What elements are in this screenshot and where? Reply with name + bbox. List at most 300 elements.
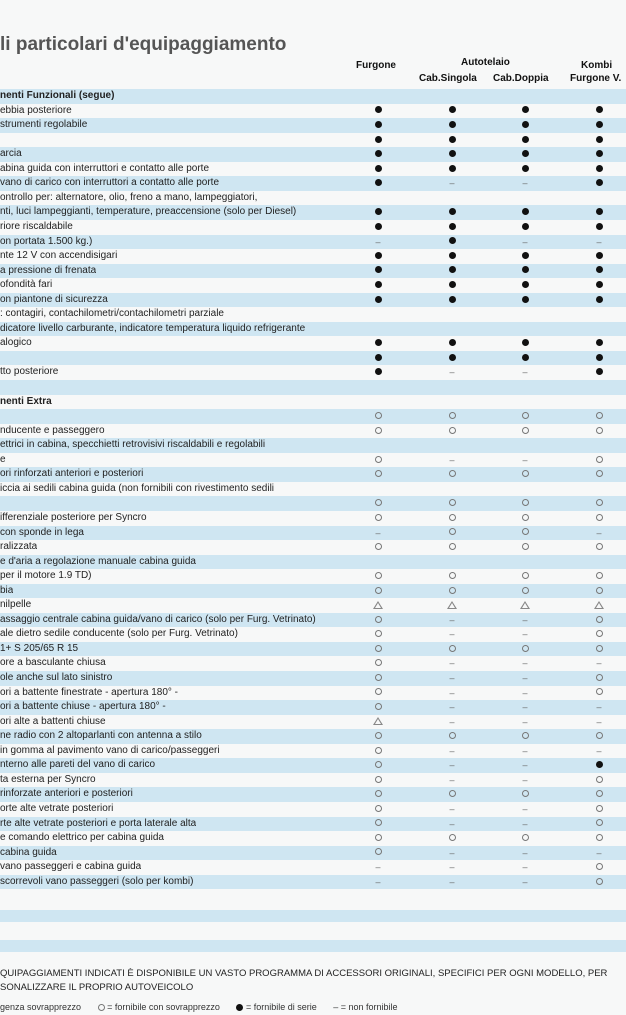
filled-dot-icon — [446, 352, 458, 364]
filled-dot-icon — [372, 366, 384, 378]
table-row — [0, 496, 626, 511]
table-row — [0, 729, 626, 744]
table-row — [0, 584, 626, 599]
row-label: ebbia posteriore — [0, 104, 72, 116]
dash-icon: – — [522, 862, 528, 873]
circle-icon — [519, 788, 531, 800]
table-row — [0, 875, 626, 890]
filled-dot-icon — [372, 177, 384, 189]
filled-dot-icon — [446, 279, 458, 291]
table-row — [0, 424, 626, 439]
row-label: nti, luci lampeggianti, temperature, preaccensione (solo per Diesel) — [0, 206, 297, 218]
dash-icon: – — [449, 687, 455, 698]
row-label: e — [0, 453, 6, 465]
dash-icon: – — [449, 614, 455, 625]
row-label: bia — [0, 584, 14, 596]
filled-dot-icon — [446, 206, 458, 218]
dash-icon: – — [522, 803, 528, 814]
circle-icon — [446, 497, 458, 509]
filled-dot-icon — [372, 148, 384, 160]
dash-icon: – — [522, 818, 528, 829]
table-row — [0, 613, 626, 628]
circle-icon — [519, 468, 531, 480]
filled-dot-icon — [446, 163, 458, 175]
circle-icon — [372, 541, 384, 553]
circle-icon — [593, 614, 605, 626]
row-label: nte 12 V con accendisigari — [0, 250, 118, 262]
row-label: abina guida con interruttori e contatto alle porte — [0, 162, 210, 174]
circle-icon — [372, 454, 384, 466]
filled-dot-icon — [593, 759, 605, 771]
legend-label-c: = fornibile di serie — [245, 1002, 317, 1012]
circle-icon — [593, 585, 605, 597]
circle-icon — [593, 687, 605, 699]
filled-dot-icon — [446, 221, 458, 233]
circle-icon — [372, 803, 384, 815]
row-label: nenti Extra — [0, 395, 52, 407]
filled-dot-icon — [519, 250, 531, 262]
filled-dot-icon — [372, 134, 384, 146]
table-row — [0, 715, 626, 730]
circle-icon — [372, 730, 384, 742]
dash-icon: – — [449, 178, 455, 189]
row-label: iccia ai sedili cabina guida (non fornibili con rivestimento sedili — [0, 482, 275, 494]
filled-dot-icon — [372, 279, 384, 291]
triangle-icon — [372, 716, 384, 728]
table-row — [0, 351, 626, 366]
dash-icon: – — [522, 454, 528, 465]
filled-dot-icon — [593, 294, 605, 306]
filled-dot-icon — [519, 148, 531, 160]
dash-icon: – — [522, 847, 528, 858]
table-row — [0, 438, 626, 453]
table-row — [0, 322, 626, 337]
table-row — [0, 380, 626, 395]
table-row — [0, 700, 626, 715]
table-row — [0, 191, 626, 206]
circle-icon — [593, 832, 605, 844]
table-row — [0, 220, 626, 235]
filled-dot-icon — [593, 177, 605, 189]
legend-label-b: = fornibile con sovrapprezzo — [107, 1002, 220, 1012]
circle-icon — [519, 425, 531, 437]
table-row — [0, 482, 626, 497]
dash-icon: – — [522, 716, 528, 727]
table-row — [0, 671, 626, 686]
circle-icon — [446, 585, 458, 597]
table-row — [0, 569, 626, 584]
dash-icon: – — [522, 236, 528, 247]
filled-dot-icon — [446, 294, 458, 306]
filled-dot-icon — [593, 337, 605, 349]
table-row — [0, 365, 626, 380]
table-row — [0, 802, 626, 817]
circle-icon — [593, 774, 605, 786]
circle-icon — [446, 425, 458, 437]
table-row — [0, 598, 626, 613]
dash-icon: – — [596, 658, 602, 669]
footer-note-line2: SONALIZZARE IL PROPRIO AUTOVEICOLO — [0, 982, 194, 993]
row-label: on portata 1.500 kg.) — [0, 235, 93, 247]
row-label: vano di carico con interruttori a contatto alle porte — [0, 177, 220, 189]
table-row — [0, 526, 626, 541]
circle-icon — [446, 643, 458, 655]
table-row — [0, 787, 626, 802]
legend-item-a: genza sovrapprezzo — [0, 1002, 82, 1012]
row-label: ne radio con 2 altoparlanti con antenna a stilo — [0, 730, 202, 742]
dash-icon: – — [449, 367, 455, 378]
dash-icon: – — [596, 716, 602, 727]
filled-dot-icon — [446, 236, 458, 248]
dash-icon: – — [449, 702, 455, 713]
dash-icon: – — [522, 687, 528, 698]
dash-icon: – — [449, 774, 455, 785]
row-label: ontrollo per: alternatore, olio, freno a mano, lampeggiatori, — [0, 191, 258, 203]
table-row — [0, 176, 626, 191]
filled-dot-icon — [372, 265, 384, 277]
row-label: strumenti regolabile — [0, 119, 88, 131]
dash-icon: – — [375, 876, 381, 887]
row-label: orte alte vetrate posteriori — [0, 802, 114, 814]
column-header-furgone-v: Furgone V. — [570, 73, 622, 84]
filled-dot-icon — [519, 294, 531, 306]
table-row — [0, 205, 626, 220]
circle-icon — [593, 570, 605, 582]
filled-dot-icon — [446, 105, 458, 117]
table-row — [0, 162, 626, 177]
page-title: li particolari d'equipaggiamento — [0, 34, 287, 55]
row-label: nducente e passeggero — [0, 424, 105, 436]
filled-dot-icon — [372, 105, 384, 117]
dash-icon: – — [596, 847, 602, 858]
table-row — [0, 511, 626, 526]
table-row — [0, 133, 626, 148]
row-label: ole anche sul lato sinistro — [0, 672, 113, 683]
filled-dot-icon — [519, 265, 531, 277]
filled-dot-icon — [372, 352, 384, 364]
filled-dot-icon — [372, 119, 384, 131]
circle-icon — [446, 730, 458, 742]
table-row — [0, 104, 626, 119]
table-row — [0, 540, 626, 555]
section-header-row — [0, 395, 626, 410]
row-label: tto posteriore — [0, 366, 59, 378]
filled-dot-icon — [372, 206, 384, 218]
triangle-icon — [519, 599, 531, 611]
circle-icon — [519, 497, 531, 509]
circle-icon — [519, 570, 531, 582]
filled-dot-icon — [519, 119, 531, 131]
circle-icon — [372, 628, 384, 640]
circle-icon — [372, 701, 384, 713]
circle-icon — [98, 1004, 105, 1011]
column-header-cab-singola: Cab.Singola — [419, 73, 477, 84]
row-label: alogico — [0, 337, 32, 349]
circle-icon — [446, 468, 458, 480]
row-label: in gomma al pavimento vano di carico/passeggeri — [0, 744, 220, 756]
circle-icon — [372, 774, 384, 786]
circle-icon — [372, 759, 384, 771]
table-row — [0, 817, 626, 832]
row-label: nilpelle — [0, 599, 32, 611]
row-label: ori a battente finestrate - apertura 180° - — [0, 686, 178, 698]
circle-icon — [372, 687, 384, 699]
table-row — [0, 249, 626, 264]
row-label: on piantone di sicurezza — [0, 293, 108, 305]
legend-item-c — [236, 1002, 316, 1012]
row-label: ori a battente chiuse - apertura 180° - — [0, 701, 166, 713]
row-label: rte alte vetrate posteriori e porta laterale alta — [0, 817, 197, 829]
filled-dot-icon — [372, 337, 384, 349]
filled-dot-icon — [593, 119, 605, 131]
dash-icon: – — [596, 702, 602, 713]
filled-dot-icon — [519, 279, 531, 291]
circle-icon — [446, 410, 458, 422]
filled-dot-icon — [593, 148, 605, 160]
legend-item-d: – = non fornibile — [333, 1002, 398, 1012]
table-row — [0, 409, 626, 424]
row-label: con sponde in lega — [0, 526, 84, 538]
dash-icon: – — [449, 716, 455, 727]
circle-icon — [519, 527, 531, 539]
row-label: assaggio centrale cabina guida/vano di carico (solo per Furg. Vetrinato) — [0, 613, 316, 625]
triangle-icon — [446, 599, 458, 611]
dash-icon: – — [449, 745, 455, 756]
circle-icon — [372, 788, 384, 800]
filled-dot-icon — [519, 221, 531, 233]
circle-icon — [593, 672, 605, 684]
dash-icon: – — [449, 658, 455, 669]
table-row — [0, 467, 626, 482]
filled-dot-icon — [446, 250, 458, 262]
circle-icon — [593, 512, 605, 524]
dash-icon: – — [449, 629, 455, 640]
dash-icon: – — [449, 818, 455, 829]
row-label: nterno alle pareti del vano di carico — [0, 759, 156, 771]
filled-dot-icon — [593, 206, 605, 218]
filled-dot-icon — [446, 119, 458, 131]
row-label: ifferenziale posteriore per Syncro — [0, 511, 147, 523]
row-label: : contagiri, contachilometri/contachilometri parziale — [0, 308, 224, 320]
dash-icon: – — [522, 178, 528, 189]
dash-icon: – — [596, 745, 602, 756]
circle-icon — [593, 861, 605, 873]
filled-dot-icon — [593, 265, 605, 277]
dash-icon: – — [449, 673, 455, 683]
dash-icon: – — [449, 454, 455, 465]
row-label: scorrevoli vano passeggeri (solo per kombi) — [0, 875, 194, 887]
circle-icon — [372, 745, 384, 757]
table-row — [0, 307, 626, 322]
row-label: per il motore 1.9 TD) — [0, 570, 92, 582]
table-row — [0, 293, 626, 308]
filled-dot-icon — [593, 163, 605, 175]
triangle-icon — [372, 599, 384, 611]
circle-icon — [372, 643, 384, 655]
circle-icon — [372, 818, 384, 830]
circle-icon — [372, 468, 384, 480]
column-header-furgone: Furgone — [356, 60, 396, 71]
filled-dot-icon — [519, 134, 531, 146]
circle-icon — [593, 425, 605, 437]
dash-icon: – — [522, 658, 528, 669]
filled-dot-icon — [372, 163, 384, 175]
row-label: cabina guida — [0, 846, 57, 858]
table-row — [0, 642, 626, 657]
filled-dot-icon — [593, 352, 605, 364]
circle-icon — [519, 541, 531, 553]
circle-icon — [372, 410, 384, 422]
row-label: 1+ S 205/65 R 15 — [0, 642, 79, 654]
circle-icon — [593, 818, 605, 830]
footer-note-line1: QUIPAGGIAMENTI INDICATI È DISPONIBILE UN VASTO PROGRAMMA DI ACCESSORI ORIGINALI, SPECIFICI PER OGNI MODELLO, PER — [0, 968, 608, 979]
row-label: e comando elettrico per cabina guida — [0, 832, 164, 844]
filled-dot-icon — [372, 294, 384, 306]
circle-icon — [519, 512, 531, 524]
circle-icon — [372, 657, 384, 669]
table-row — [0, 860, 626, 875]
filled-dot-icon — [519, 337, 531, 349]
dash-icon: – — [449, 862, 455, 873]
circle-icon — [446, 832, 458, 844]
row-label: dicatore livello carburante, indicatore temperatura liquido refrigerante — [0, 322, 306, 334]
row-label: riore riscaldabile — [0, 220, 73, 232]
table-row — [0, 627, 626, 642]
dash-icon: – — [596, 236, 602, 247]
filled-dot-icon — [519, 352, 531, 364]
dash-icon: – — [522, 702, 528, 713]
filled-dot-icon — [519, 206, 531, 218]
table-row — [0, 555, 626, 570]
row-label: ta esterna per Syncro — [0, 773, 96, 785]
circle-icon — [372, 570, 384, 582]
circle-icon — [593, 410, 605, 422]
table-row — [0, 278, 626, 293]
filled-dot-icon — [446, 134, 458, 146]
circle-icon — [593, 454, 605, 466]
filled-dot-icon — [372, 221, 384, 233]
row-label: ralizzata — [0, 541, 38, 553]
column-header-kombi: Kombi — [581, 60, 613, 71]
filled-dot-icon — [519, 163, 531, 175]
circle-icon — [446, 788, 458, 800]
dash-icon: – — [375, 527, 381, 538]
table-row — [0, 773, 626, 788]
legend — [0, 1002, 412, 1012]
circle-icon — [372, 497, 384, 509]
dash-icon: – — [449, 760, 455, 771]
dash-icon: – — [522, 760, 528, 771]
dash-icon: – — [449, 847, 455, 858]
circle-icon — [446, 527, 458, 539]
row-label: rinforzate anteriori e posteriori — [0, 788, 133, 800]
filled-dot-icon — [372, 250, 384, 262]
dash-icon: – — [522, 745, 528, 756]
circle-icon — [593, 730, 605, 742]
separator-stripe — [0, 910, 626, 922]
circle-icon — [446, 570, 458, 582]
filled-dot-icon — [593, 105, 605, 117]
dash-icon: – — [522, 774, 528, 785]
dash-icon: – — [522, 876, 528, 887]
column-header-autotelaio: Autotelaio — [461, 57, 510, 68]
filled-dot-icon — [593, 134, 605, 146]
circle-icon — [519, 643, 531, 655]
circle-icon — [372, 672, 384, 684]
table-row — [0, 118, 626, 133]
dash-icon: – — [522, 367, 528, 378]
filled-dot-icon — [236, 1004, 243, 1011]
column-header-cab-doppia: Cab.Doppia — [493, 73, 549, 84]
row-label: ofondità fari — [0, 279, 53, 291]
table-row — [0, 235, 626, 250]
table-row — [0, 264, 626, 279]
table-row — [0, 831, 626, 846]
circle-icon — [593, 497, 605, 509]
table-row — [0, 686, 626, 701]
circle-icon — [593, 876, 605, 888]
dash-icon: – — [449, 803, 455, 814]
circle-icon — [519, 730, 531, 742]
row-label: ore a basculante chiusa — [0, 657, 106, 669]
section-header-row — [0, 89, 626, 104]
table-row — [0, 147, 626, 162]
dash-icon: – — [375, 862, 381, 873]
legend-item-b — [98, 1002, 220, 1012]
row-label: vano passeggeri e cabina guida — [0, 861, 142, 873]
filled-dot-icon — [593, 366, 605, 378]
row-label: ori rinforzati anteriori e posteriori — [0, 468, 144, 480]
circle-icon — [372, 512, 384, 524]
dash-icon: – — [522, 614, 528, 625]
circle-icon — [372, 585, 384, 597]
row-label: ale dietro sedile conducente (solo per Furg. Vetrinato) — [0, 628, 238, 640]
circle-icon — [593, 628, 605, 640]
row-label: e d'aria a regolazione manuale cabina guida — [0, 555, 196, 567]
circle-icon — [519, 585, 531, 597]
table-row — [0, 453, 626, 468]
table-row — [0, 758, 626, 773]
circle-icon — [593, 541, 605, 553]
circle-icon — [593, 788, 605, 800]
filled-dot-icon — [519, 105, 531, 117]
circle-icon — [372, 425, 384, 437]
dash-icon: – — [596, 527, 602, 538]
circle-icon — [593, 803, 605, 815]
separator-stripe — [0, 940, 626, 952]
table-row — [0, 336, 626, 351]
table-row — [0, 744, 626, 759]
dash-icon: – — [522, 673, 528, 683]
filled-dot-icon — [446, 265, 458, 277]
table-row — [0, 846, 626, 861]
row-label: a pressione di frenata — [0, 264, 97, 276]
circle-icon — [593, 468, 605, 480]
triangle-icon — [593, 599, 605, 611]
row-label: ori alte a battenti chiuse — [0, 715, 106, 727]
filled-dot-icon — [446, 337, 458, 349]
filled-dot-icon — [593, 250, 605, 262]
row-label: ettrici in cabina, specchietti retrovisivi riscaldabili e regolabili — [0, 439, 266, 451]
dash-icon: – — [375, 236, 381, 247]
circle-icon — [593, 643, 605, 655]
row-label: nenti Funzionali (segue) — [0, 90, 115, 101]
circle-icon — [372, 614, 384, 626]
dash-icon: – — [449, 876, 455, 887]
circle-icon — [446, 512, 458, 524]
filled-dot-icon — [593, 279, 605, 291]
filled-dot-icon — [593, 221, 605, 233]
